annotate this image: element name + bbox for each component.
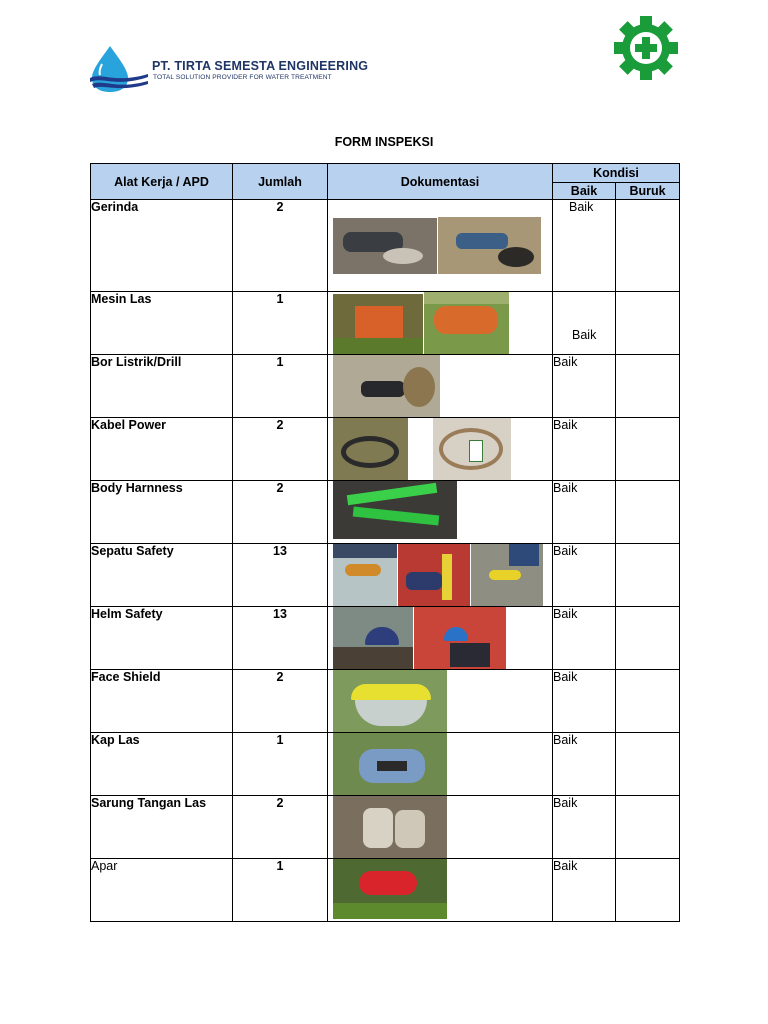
tool-name: Apar <box>91 859 233 922</box>
condition-good: Baik <box>553 418 616 481</box>
tool-qty: 1 <box>233 292 328 355</box>
company-logo <box>88 44 369 94</box>
condition-good: Baik <box>553 481 616 544</box>
tool-qty: 2 <box>233 481 328 544</box>
photo-safety-shoes-1 <box>333 544 397 606</box>
condition-good: Baik <box>553 200 616 292</box>
table-row <box>91 292 680 355</box>
doc-cell <box>328 859 553 922</box>
photo-body-harness <box>333 481 457 539</box>
condition-good: Baik <box>553 733 616 796</box>
table-row <box>91 670 680 733</box>
header-bad: Buruk <box>616 183 680 200</box>
table-row <box>91 418 680 481</box>
table-row <box>91 355 680 418</box>
tool-qty: 1 <box>233 733 328 796</box>
tool-name: Sepatu Safety <box>91 544 233 607</box>
photo-fire-extinguisher <box>333 859 447 919</box>
header-qty: Jumlah <box>233 164 328 200</box>
photo-welding-machine-2 <box>424 292 509 354</box>
photo-safety-shoes-3 <box>471 544 543 606</box>
table-row <box>91 481 680 544</box>
table-row <box>91 733 680 796</box>
company-name: PT. TIRTA SEMESTA ENGINEERING <box>152 59 369 73</box>
condition-bad <box>616 796 680 859</box>
condition-bad <box>616 355 680 418</box>
table-row <box>91 796 680 859</box>
photo-safety-helmet-2 <box>414 607 506 669</box>
doc-cell <box>328 796 553 859</box>
doc-cell <box>328 200 553 292</box>
doc-cell <box>328 292 553 355</box>
inspection-table <box>90 163 680 922</box>
header-tool: Alat Kerja / APD <box>91 164 233 200</box>
tool-name: Helm Safety <box>91 607 233 670</box>
photo-safety-shoes-2 <box>398 544 470 606</box>
doc-cell <box>328 607 553 670</box>
doc-cell <box>328 544 553 607</box>
tool-name: Kap Las <box>91 733 233 796</box>
company-tagline: TOTAL SOLUTION PROVIDER FOR WATER TREATMENT <box>153 74 332 81</box>
photo-grinder-2 <box>438 217 541 274</box>
condition-bad <box>616 859 680 922</box>
tool-qty: 2 <box>233 418 328 481</box>
tool-name: Bor Listrik/Drill <box>91 355 233 418</box>
k3-safety-gear-icon <box>613 15 679 81</box>
condition-bad <box>616 670 680 733</box>
condition-good: Baik <box>553 607 616 670</box>
doc-cell <box>328 670 553 733</box>
tool-qty: 2 <box>233 796 328 859</box>
photo-power-cable-2 <box>433 418 511 480</box>
tool-qty: 13 <box>233 544 328 607</box>
photo-power-cable-1 <box>333 418 408 480</box>
table-row <box>91 607 680 670</box>
tool-qty: 2 <box>233 200 328 292</box>
condition-good: Baik <box>553 670 616 733</box>
photo-drill <box>333 355 440 417</box>
condition-good: Baik <box>553 292 616 355</box>
table-row <box>91 859 680 922</box>
photo-welding-gloves <box>333 796 447 858</box>
header-condition: Kondisi <box>553 164 680 183</box>
doc-cell <box>328 481 553 544</box>
tool-qty: 2 <box>233 670 328 733</box>
doc-cell <box>328 733 553 796</box>
header-good: Baik <box>553 183 616 200</box>
table-row <box>91 200 680 292</box>
condition-good: Baik <box>553 796 616 859</box>
condition-bad <box>616 292 680 355</box>
photo-welding-machine-1 <box>333 294 423 354</box>
tool-qty: 1 <box>233 355 328 418</box>
condition-bad <box>616 607 680 670</box>
condition-bad <box>616 733 680 796</box>
tool-name: Face Shield <box>91 670 233 733</box>
photo-welding-mask <box>333 733 447 795</box>
photo-face-shield <box>333 670 447 732</box>
photo-safety-helmet-1 <box>333 607 413 669</box>
condition-good: Baik <box>553 859 616 922</box>
form-title: FORM INSPEKSI <box>334 135 434 149</box>
tool-name: Kabel Power <box>91 418 233 481</box>
tool-qty: 1 <box>233 859 328 922</box>
doc-cell <box>328 418 553 481</box>
tool-name: Gerinda <box>91 200 233 292</box>
table-row <box>91 544 680 607</box>
condition-good: Baik <box>553 355 616 418</box>
tool-name: Body Harnness <box>91 481 233 544</box>
condition-good: Baik <box>553 544 616 607</box>
photo-grinder-1 <box>333 218 437 274</box>
header-doc: Dokumentasi <box>328 164 553 200</box>
condition-bad <box>616 418 680 481</box>
condition-bad <box>616 200 680 292</box>
tool-name: Sarung Tangan Las <box>91 796 233 859</box>
condition-bad <box>616 544 680 607</box>
tool-name: Mesin Las <box>91 292 233 355</box>
tool-qty: 13 <box>233 607 328 670</box>
condition-bad <box>616 481 680 544</box>
water-drop-logo-icon <box>88 44 150 94</box>
doc-cell <box>328 355 553 418</box>
